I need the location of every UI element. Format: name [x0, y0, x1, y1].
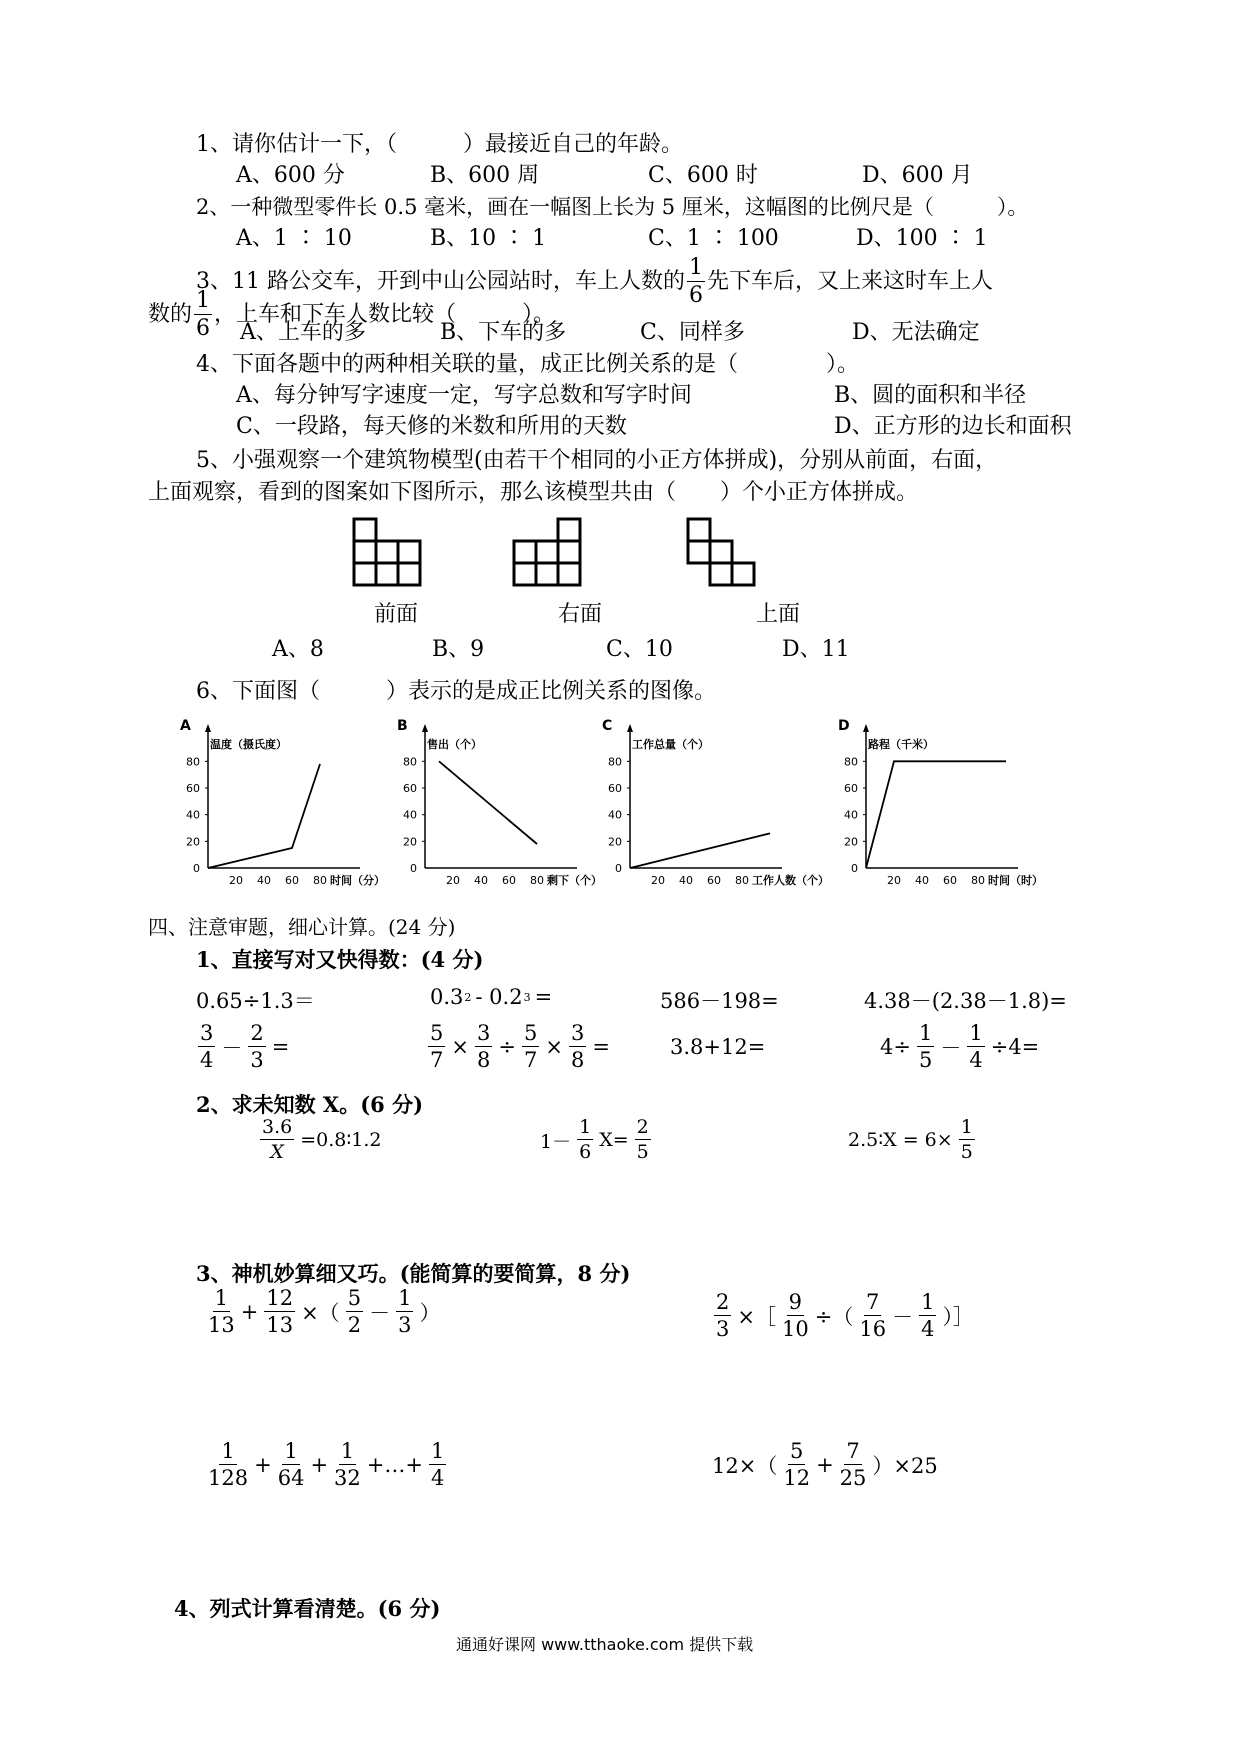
x-tick-label: 60: [502, 874, 516, 887]
y-tick-label: 20: [186, 835, 200, 849]
x-tick-label: 80: [971, 874, 985, 887]
series-line: [866, 761, 1006, 868]
y-tick-label: 80: [608, 755, 622, 769]
q5-option-d: D、11: [782, 637, 850, 662]
x-tick-label: 60: [285, 874, 299, 887]
x-tick-label: 20: [229, 874, 243, 887]
y-tick-label: 60: [608, 782, 622, 795]
y-tick-label: 40: [608, 808, 622, 822]
subsection-3-title: 3、神机妙算细又巧。(能简算的要简算，8 分): [196, 1261, 631, 1286]
chart-label: C: [602, 718, 613, 734]
chart-label: D: [838, 718, 850, 734]
x-tick-label: 40: [915, 874, 929, 887]
y-axis-label: 路程（千米）: [868, 738, 934, 751]
y-tick-label: 60: [403, 782, 417, 795]
section-title: 四、注意审题，细心计算。(24 分): [148, 915, 456, 939]
y-tick-label: 0: [615, 862, 622, 875]
q3-option-b: B、下车的多: [440, 320, 567, 345]
q2-option-b: B、10 ∶ 1: [430, 226, 547, 251]
chart-label: A: [180, 718, 191, 734]
q1-option-b: B、600 周: [430, 163, 540, 188]
series-line: [630, 833, 770, 868]
chart-a: [180, 718, 395, 900]
x-tick-label: 20: [651, 874, 665, 887]
simplify-expr-4: 12×（ $\frac{5}{12}$ + $\frac{7}{25}$ ）×25: [712, 1439, 938, 1490]
y-tick-label: 20: [608, 835, 622, 849]
series-line: [208, 764, 320, 868]
x-tick-label: 40: [257, 874, 271, 887]
y-axis-arrow: [627, 724, 633, 732]
view-label-right: 右面: [558, 602, 603, 627]
y-tick-label: 40: [186, 808, 200, 822]
y-axis-label: 温度（摄氏度）: [210, 738, 287, 751]
simplify-expr-2: $\frac{2}{3}$ ×［ $\frac{9}{10}$ ÷（ $\frac{7}{16}$ － $\frac{1}{4}$ ）］: [716, 1290, 974, 1341]
x-axis-label: 时间（分）: [330, 874, 385, 887]
x-tick-label: 80: [530, 874, 544, 887]
top-view-figure: [686, 517, 756, 587]
y-tick-label: 0: [851, 862, 858, 875]
y-axis-arrow: [422, 724, 428, 732]
q5-option-b: B、9: [432, 637, 485, 662]
x-tick-label: 40: [474, 874, 488, 887]
front-view-figure: [352, 517, 422, 587]
y-axis-label: 售出（个）: [427, 738, 482, 751]
x-tick-label: 20: [887, 874, 901, 887]
y-tick-label: 80: [844, 755, 858, 769]
x-tick-label: 40: [679, 874, 693, 887]
equation-c: 2.5∶X = 6× $\frac{1}{5}$: [848, 1116, 973, 1163]
y-tick-label: 20: [844, 835, 858, 849]
y-tick-label: 0: [193, 862, 200, 875]
q1-option-d: D、600 月: [862, 163, 973, 188]
simplify-expr-1: $\frac{1}{13}$ + $\frac{12}{13}$ ×（ $\frac{5}{2}$ － $\frac{1}{3}$ ）: [208, 1286, 441, 1337]
y-tick-label: 80: [186, 755, 200, 769]
q5-line1: 5、小强观察一个建筑物模型(由若干个相同的小正方体拼成)，分别从前面，右面，: [196, 448, 998, 473]
chart-c: [602, 718, 842, 900]
q3-option-d: D、无法确定: [852, 320, 980, 345]
x-axis-label: 剩下（个）: [547, 874, 602, 887]
calc1-expr-1: 0.65÷1.3＝: [196, 989, 315, 1013]
y-tick-label: 0: [410, 862, 417, 875]
x-tick-label: 60: [943, 874, 957, 887]
x-tick-label: 20: [446, 874, 460, 887]
q1-option-c: C、600 时: [648, 163, 758, 188]
simplify-expr-3: $\frac{1}{128}$ + $\frac{1}{64}$ + $\frac{1}{32}$ +…+ $\frac{1}{4}$: [208, 1439, 445, 1490]
x-tick-label: 60: [707, 874, 721, 887]
q3-line1-text-b: 先下车后，又上来这时车上人: [707, 269, 994, 294]
q3-line1-text-a: 3、11 路公交车，开到中山公园站时，车上人数的: [196, 269, 685, 294]
calc1-expr-3: 586－198=: [660, 989, 779, 1013]
view-label-front: 前面: [374, 602, 419, 627]
y-tick-label: 20: [403, 835, 417, 849]
chart-d: [838, 718, 1053, 900]
x-tick-label: 80: [735, 874, 749, 887]
equation-b: 1－ $\frac{1}{6}$ X= $\frac{2}{5}$: [540, 1116, 649, 1163]
q6-stem: 6、下面图（ ）表示的是成正比例关系的图像。: [196, 679, 716, 704]
equation-a: $\frac{3.6}{X}$ =0.8∶1.2: [262, 1116, 382, 1163]
q3-fraction-2: $\frac{1}{6}$: [196, 288, 211, 341]
calc1-expr-5: $\frac{3}{4}$ － $\frac{2}{3}$ =: [200, 1021, 290, 1072]
series-line: [439, 761, 537, 844]
y-axis-arrow: [863, 724, 869, 732]
chart-label: B: [397, 718, 408, 734]
chart-b: [397, 718, 612, 900]
y-axis-arrow: [205, 724, 211, 732]
q2-option-d: D、100 ∶ 1: [856, 226, 988, 251]
y-axis-label: 工作总量（个）: [632, 738, 709, 751]
x-axis-label: 时间（时）: [988, 874, 1043, 887]
q3-line2-text-b: ，上车和下车人数比较（ ）。: [214, 302, 556, 327]
calc1-expr-4: 4.38－(2.38－1.8)=: [864, 989, 1067, 1013]
q2-stem: 2、一种微型零件长 0.5 毫米，画在一幅图上长为 5 厘米，这幅图的比例尺是（ ）。: [196, 195, 1029, 219]
x-axis-label: 工作人数（个）: [752, 874, 829, 887]
subsection-4-title: 4、列式计算看清楚。(6 分): [174, 1596, 441, 1621]
q5-option-c: C、10: [606, 637, 673, 662]
q5-line2: 上面观察，看到的图案如下图所示，那么该模型共由（ ）个小正方体拼成。: [148, 480, 919, 505]
y-tick-label: 80: [403, 755, 417, 769]
q4-option-a: A、每分钟写字速度一定，写字总数和写字时间: [236, 383, 692, 408]
y-tick-label: 60: [186, 782, 200, 795]
q4-option-b: B、圆的面积和半径: [834, 383, 1027, 408]
calc1-expr-6: $\frac{5}{7}$ × $\frac{3}{8}$ ÷ $\frac{5}{7}$ × $\frac{3}{8}$ =: [430, 1021, 610, 1072]
y-tick-label: 40: [403, 808, 417, 822]
y-tick-label: 40: [844, 808, 858, 822]
subsection-1-title: 1、直接写对又快得数：(4 分): [196, 947, 484, 972]
q3-fraction-1: $\frac{1}{6}$: [689, 255, 703, 308]
subsection-2-title: 2、求未知数 X。(6 分): [196, 1092, 424, 1117]
x-tick-label: 80: [313, 874, 327, 887]
q2-option-a: A、1 ∶ 10: [236, 226, 352, 251]
calc1-expr-7: 3.8+12=: [670, 1035, 766, 1059]
view-label-top: 上面: [756, 602, 801, 627]
q4-option-c: C、一段路，每天修的米数和所用的天数: [236, 414, 627, 439]
q2-option-c: C、1 ∶ 100: [648, 226, 779, 251]
footer-source: 通通好课网 www.tthaoke.com 提供下载: [456, 1635, 754, 1654]
calc1-expr-8: 4÷ $\frac{1}{5}$ － $\frac{1}{4}$ ÷4=: [880, 1021, 1040, 1072]
q4-stem: 4、下面各题中的两种相关联的量，成正比例关系的是（ ）。: [196, 352, 859, 377]
q3-option-c: C、同样多: [640, 320, 745, 345]
q3-line2-text-a: 数的: [148, 302, 193, 327]
right-view-figure: [512, 517, 582, 587]
q3-option-a: A、上车的多: [240, 320, 366, 345]
q1-option-a: A、600 分: [236, 163, 345, 188]
y-tick-label: 60: [844, 782, 858, 795]
calc1-expr-2: 0.3 2 - 0.2 3 =: [430, 985, 553, 1009]
q5-option-a: A、8: [272, 637, 324, 662]
q4-option-d: D、正方形的边长和面积: [834, 414, 1072, 439]
q1-stem: 1、请你估计一下，（ ）最接近自己的年龄。: [196, 132, 683, 157]
